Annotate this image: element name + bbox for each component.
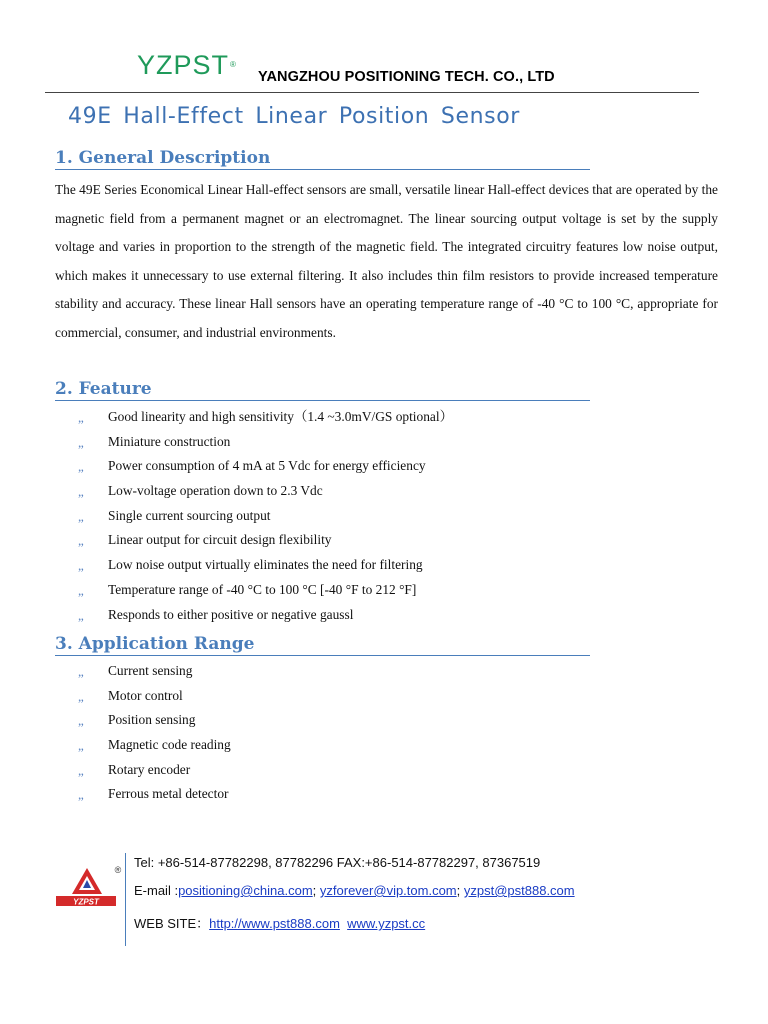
bullet-icon: „ xyxy=(78,434,84,450)
contact-website xyxy=(134,913,425,932)
list-item: „ Low-voltage operation down to 2.3 Vdc xyxy=(78,481,453,506)
header-divider xyxy=(45,92,699,93)
section-heading-application: 3. Application Range xyxy=(55,634,590,656)
page-header xyxy=(0,0,768,95)
list-item: „ Responds to either positive or negative gaussl xyxy=(78,605,453,630)
list-item: „ Miniature construction xyxy=(78,432,453,457)
bullet-icon: „ xyxy=(78,787,84,803)
list-item: „ Ferrous metal detector xyxy=(78,784,231,809)
footer-registered-mark: ® xyxy=(114,865,122,875)
website-label: WEB SITE： xyxy=(134,916,210,931)
list-item: „ Single current sourcing output xyxy=(78,506,453,531)
application-list xyxy=(78,661,231,809)
bullet-icon: „ xyxy=(78,664,84,679)
list-item: „ Motor control xyxy=(78,686,231,711)
email-label: E-mail : xyxy=(134,883,179,898)
registered-mark: ® xyxy=(230,60,237,69)
bullet-icon: „ xyxy=(78,713,84,729)
company-name: YANGZHOU POSITIONING TECH. CO., LTD xyxy=(258,69,555,85)
email-link-yzpst[interactable]: yzpst@pst888.com xyxy=(463,883,575,898)
bullet-icon: „ xyxy=(78,582,84,598)
footer-divider xyxy=(125,853,126,946)
bullet-icon: „ xyxy=(78,508,84,524)
logo-badge-text: YZPST xyxy=(73,897,99,907)
list-item: „ Good linearity and high sensitivity（1.4 ~3.0mV/GS optional） xyxy=(78,407,453,432)
website-link-yzpst[interactable]: www.yzpst.cc xyxy=(347,916,426,931)
list-item: „ Current sensing xyxy=(78,661,231,686)
list-item: „ Rotary encoder xyxy=(78,760,231,785)
bullet-icon: „ xyxy=(78,484,84,500)
bullet-icon: „ xyxy=(78,459,84,475)
list-item: „ Low noise output virtually eliminates the need for filtering xyxy=(78,555,453,580)
footer-logo xyxy=(52,860,122,920)
feature-list xyxy=(78,407,453,629)
website-link-pst888[interactable]: http://www.pst888.com xyxy=(209,916,340,931)
company-logo: YZPST® xyxy=(137,50,237,80)
bullet-icon: „ xyxy=(78,762,84,778)
section-heading-feature: 2. Feature xyxy=(55,379,590,401)
bullet-icon: „ xyxy=(78,738,84,754)
section-heading-general: 1. General Description xyxy=(55,148,590,170)
list-item: „ Linear output for circuit design flexibility xyxy=(78,530,453,555)
list-item: „ Magnetic code reading xyxy=(78,735,231,760)
document-title: 49E Hall-Effect Linear Position Sensor xyxy=(68,104,520,129)
list-item: „ Temperature range of -40 °C to 100 °C [-40 °F to 212 °F] xyxy=(78,580,453,605)
bullet-icon: „ xyxy=(78,410,84,425)
bullet-icon: „ xyxy=(78,688,84,704)
bullet-icon: „ xyxy=(78,533,84,549)
list-item: „ Position sensing xyxy=(78,710,231,735)
contact-email: E-mail :positioning@china.com; yzforever@vip.tom.com; yzpst@pst888.com xyxy=(134,883,575,898)
pyramid-logo-icon xyxy=(52,860,122,920)
bullet-icon: „ xyxy=(78,558,84,574)
contact-phone-fax: Tel: +86-514-87782298, 87782296 FAX:+86-514-87782297, 87367519 xyxy=(134,855,541,870)
email-link-yzforever[interactable]: yzforever@vip.tom.com xyxy=(319,883,457,898)
email-link-positioning[interactable]: positioning@china.com xyxy=(178,883,313,898)
bullet-icon: „ xyxy=(78,607,84,623)
list-item: „ Power consumption of 4 mA at 5 Vdc for energy efficiency xyxy=(78,456,453,481)
general-description-text: The 49E Series Economical Linear Hall-effect sensors are small, versatile linear Hall-effect devices that are operated by the magnetic field from a permanent magnet or an electromagnet. The linear sourcing output voltage is set by the supply voltage and varies in proportion to the strength of the magnetic field. The integrated circuitry features low noise output, which makes it unnecessary to use external filtering. It also includes thin film resistors to provide increased temperature stability and accuracy. These linear Hall sensors have an operating temperature range of -40 °C to 100 °C, appropriate for commercial, consumer, and industrial environments. xyxy=(55,182,718,340)
